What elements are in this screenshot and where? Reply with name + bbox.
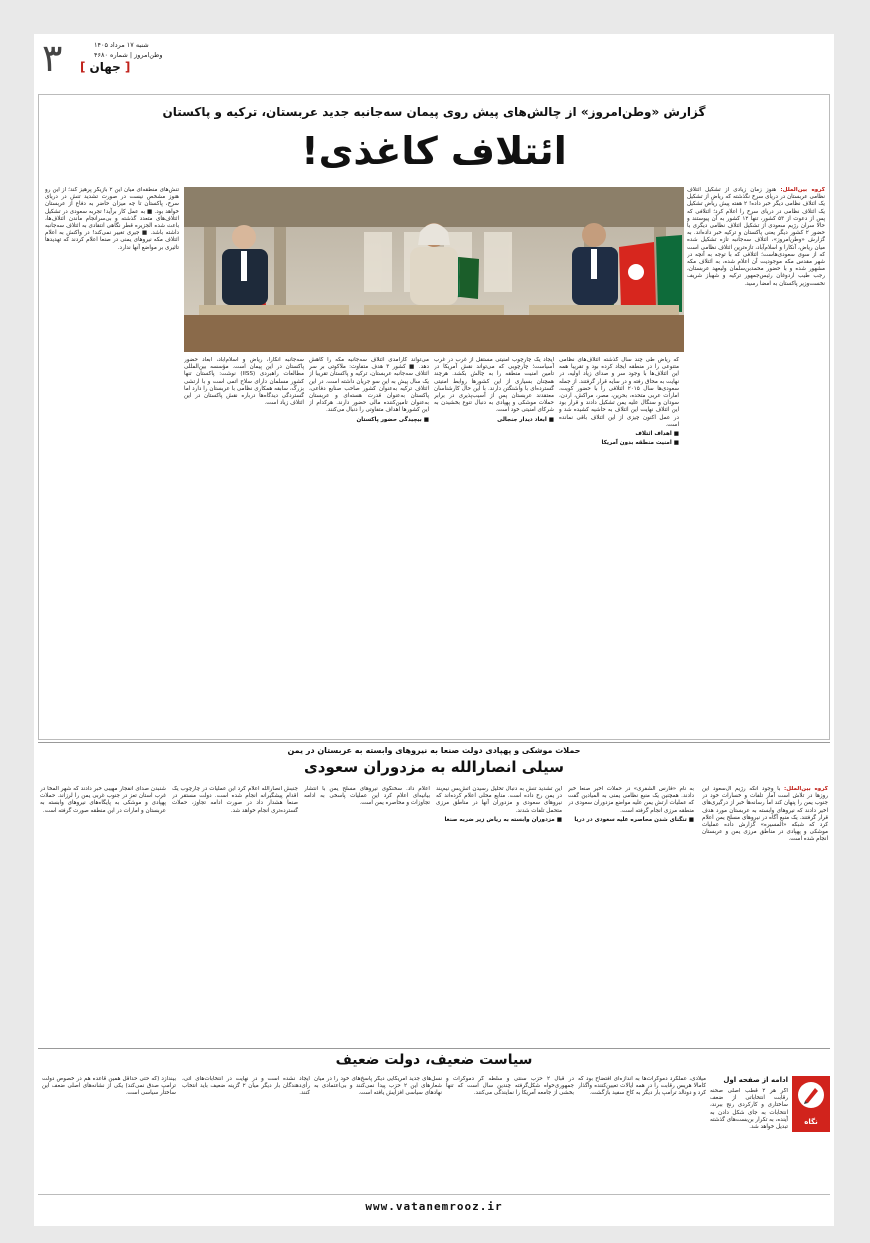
bracket-left: [ (80, 60, 86, 74)
footer-url[interactable] (38, 1194, 830, 1218)
second-intro-label: گروه بین‌الملل: (784, 786, 828, 792)
newspaper-page (34, 34, 834, 1226)
opinion-text (710, 1088, 788, 1188)
opinion-label: نگاه (804, 1118, 818, 1126)
lead-photo (184, 187, 684, 352)
second-column-2 (568, 786, 694, 1036)
lead-column-5 (184, 357, 304, 732)
third-article (38, 1052, 830, 1192)
lead-column-4 (309, 357, 429, 732)
lead-kicker: گزارش «وطن‌امروز» از چالش‌های پیش روی پیمان سه‌جانبه جدید عربستان، ترکیه و پاکستان (162, 105, 706, 119)
second-column-3 (436, 786, 562, 1036)
second-headline: سیلی انصارالله به مزدوران سعودی (304, 758, 564, 776)
website-link[interactable]: www.vatanemrooz.ir (365, 1200, 503, 1213)
lead-column-4-text: می‌تواند کارآمدی ائتلاف سه‌جانبه مکه را کاهش دهد. ■ کشور ۳ هدف متفاوت: ملاکوتی بر سر ائتلاف سه‌جانبه عربستان، ترکیه و پاکستان تقریبا از یک سال پیش به این سو جریان داشته است. در این ائتلاف ترکیه به‌عنوان کشور صاحب صنایع دفاعی، پاکستان به‌عنوان قدرت هسته‌ای و عربستان به‌عنوان تامین‌کننده مالی حضور دارند. هرکدام از این کشورها اهداف متفاوتی را دنبال می‌کنند. (309, 357, 429, 414)
lead-column-3-text: ایجاد یک چارچوب امنیتی مستقل از غرب در غرب آسیاست؛ چارچوبی که می‌تواند نقش آمریکا در تامین امنیت منطقه را به چالش بکشد. هرچند همچنان بسیاری از این کشورها روابط امنیتی گسترده‌ای با واشنگتن دارند. با این حال کارشناسان معتقدند عربستان پس از آسیب‌پذیری در برابر حملات موشکی و پهپادی به دنبال تنوع بخشیدن به شرکای امنیتی خود است. (434, 357, 554, 414)
lead-article (38, 94, 830, 740)
page-header (34, 34, 834, 82)
divider-rule (38, 742, 830, 743)
lead-subhead-3: ■ امنیت منطقه بدون آمریکا (601, 440, 679, 447)
second-kicker: حملات موشکی و پهپادی دولت صنعا به نیروهای وابسته به عربستان در یمن (287, 746, 581, 755)
third-column-4-text: نسل‌های جدید آمریکایی دیگر پاسخ‌های خود را در میان شعارهای این ۲ حزب پیدا نمی‌کنند و بی‌اعتمادی به نهادهای سیاسی افزایش یافته است. (314, 1076, 442, 1097)
second-subhead-1: ■ تنگنای شدن محاصره علیه سعودی در دریا (574, 816, 694, 823)
divider-rule (38, 1048, 830, 1049)
opinion-box (710, 1076, 830, 1192)
opinion-badge (792, 1076, 830, 1132)
third-column-3-text: در قبال ۲ حزب سنتی و سلطه گر دموکرات و جمهوری‌خواه شکل‌گرفته چندین سال است که تنها بخشی از جامعه آمریکا را نمایندگی می‌کنند. (446, 1076, 574, 1097)
lead-subhead-1: ■ اهداف ائتلاف (635, 431, 679, 438)
lead-column-1-text: هنوز زمان زیادی از تشکیل ائتلاف نظامی عربستان در دریای سرخ نگذشته که ریاض از تشکیل یک ائتلاف نظامی دیگر خبر داده! ۲ هفته پیش ریاض تشکیل یک ائتلاف نظامی در دریای سرخ را اعلام کرد؛ ائتلافی که پس از دعوت از ۵۳ کشور، تنها ۱۲ کشور به آن پیوستند و حالا سران رژیم سعودی از تشکیل ائتلاف نظامی دیگری با حضور ۲ کشور دیگر یعنی پاکستان و ترکیه خبر داده‌اند. به گزارش «وطن‌امروز»، ائتلاف سه‌جانبه تازه تشکیل شده میان ریاض، آنکارا و اسلام‌آباد، تازه‌ترین ائتلاف نظامی است که از سوی سعودی‌هاست؛ ائتلافی که با توجه به آنچه در شهر مقدس مکه موجودیت آن اعلام شده، به ائتلاف مکه مشهور شده و با حضور محمدبن‌سلمان ولیعهد عربستان، رجب طیب اردوغان رئیس‌جمهور ترکیه و شهباز شریف نخست‌وزیر پاکستان به امضا رسید. (687, 187, 825, 287)
lead-headline: ائتلاف کاغذی! (301, 129, 567, 173)
lead-intro-label: گروه بین‌الملل: (780, 187, 825, 193)
second-subhead-2: ■ مزدوران وابسته به ریاض زیر ضربه صنعا (444, 816, 562, 823)
bracket-right: ] (124, 60, 131, 74)
second-column-4 (304, 786, 430, 1036)
lead-subhead-2: ■ ابعاد دیدار جنجالی (497, 416, 554, 423)
third-column-6 (42, 1076, 176, 1188)
second-column-5 (172, 786, 298, 1036)
lead-column-6-text: تنش‌های منطقه‌ای میان این ۲ بازیگر پرهیز کند؛ از این رو هنوز مشخص نیست در صورت تشدید تنش در دریای سرخ، پاکستان تا چه میزان حاضر به دفاع از عربستان خواهد بود. ■ به عمل کار برآید! تجربه سعودی در تشکیل ائتلاف‌های متعدد گذشته و بی‌سرانجام ماندن ائتلاف‌ها، باعث شده الجزیره قطر نگاهی انتقادی به ائتلاف سه‌جانبه داشته باشد. ■ جیری تغییر نمی‌کند! در واکنش به اعلام ائتلاف مکه نیروهای یمنی در صنعا اعلام کردند که تهدیدها تاثیری بر مواضع آنها ندارد. (45, 187, 179, 251)
third-column-6-text: بیندازد (که حتی حداقل همین قاعده هم در خصوص دولت ترامپ صدق نمی‌کند) یکی از نشانه‌های اصلی ضعف این ساختار سیاسی است. (42, 1076, 176, 1097)
third-column-3 (446, 1076, 574, 1188)
lead-column-2 (559, 357, 679, 732)
second-column-3-text: این تشدید تنش به دنبال تحلیل رسیدن آتش‌بس نیم‌بند در یمن رخ داده است. منابع محلی اعلام کرده‌اند که نیروهای سعودی و مزدوران آنها در مناطق مرزی متحمل تلفات شدند. (436, 786, 562, 814)
second-column-1 (702, 786, 828, 1036)
pen-icon (798, 1082, 824, 1108)
date-line: شنبه ۱۷ مرداد ۱۴۰۵ (94, 41, 149, 49)
second-column-6 (40, 786, 166, 1036)
third-column-5-text: ایجاد نشده است و در نهایت در انتخابات‌های آتی، رأی‌دهندگان بار دیگر میان ۲ گزینه ضعیف باید انتخاب کنند. (182, 1076, 310, 1097)
opinion-text-body: اگر هر ۲ قطب اصلی صحنه رقابت انتخاباتی از ضعف ساختاری و کارکردی رنج ببرند، انتخابات به جای شکل دادن به آینده، به تکرار بن‌بست‌های گذشته تبدیل خواهد شد. (710, 1088, 788, 1131)
lead-column-1 (687, 187, 825, 732)
lead-column-3 (434, 357, 554, 732)
signing-ceremony-image (184, 187, 684, 352)
second-column-2-text: به نام «فارس الشفری» در حملات اخیر صنعا خبر دادند. همچنین یک منبع نظامی یمنی به المیادین گفت که عملیات ارتش یمن علیه مواضع مزدوران سعودی در منطقه مرزی انجام گرفته است. (568, 786, 694, 814)
second-column-6-text: شنبدن صدای انفجار مهیبی خبر دادند که شهر المخا در غرب استان تعز در جنوب غربی یمن را لرزاند. حملات پهپادی و موشکی به پایگاه‌های نیروهای وابسته به عربستان و امارات در این منطقه صورت گرفته است. (40, 786, 166, 814)
third-column-2-text: میلادی، عملکرد دموکرات‌ها به اندازه‌ای افتضاح بود که کامالا هریس رقابت را در همه ایالات تعیین‌کننده واگذار کرد و دونالد ترامپ بار دیگر به کاخ سفید بازگشت. (578, 1076, 706, 1097)
issue-meta (94, 40, 163, 60)
opinion-title: ادامه از صفحه اول (723, 1076, 788, 1084)
lead-column-6 (45, 187, 179, 732)
lead-subhead-4: ■ بیچیدگی حضور پاکستان (356, 416, 429, 423)
second-article (38, 746, 830, 1046)
second-column-4-text: اعلام داد. سخنگوی نیروهای مسلح یمن با انتشار بیانیه‌ای اعلام کرد این عملیات پاسخی به ادامه تجاوزات و محاصره یمن است. (304, 786, 430, 807)
second-column-5-text: جنبش انصارالله اعلام کرد این عملیات در چارچوب یک اقدام پیشگیرانه انجام شده است. دولت مستقر در صنعا هشدار داد در صورت ادامه تجاوز، حملات گسترده‌تری انجام خواهد شد. (172, 786, 298, 814)
third-column-2 (578, 1076, 706, 1188)
third-headline: سیاست ضعیف، دولت ضعیف (335, 1052, 533, 1068)
section-label (76, 60, 134, 74)
third-column-5 (182, 1076, 310, 1188)
page-number: ۳ (42, 36, 63, 80)
lead-column-5-text: سه‌جانبه آنکارا، ریاض و اسلام‌آباد، ابعاد حضور پاکستان در این پیمان است. مؤسسه بین‌المللی مطالعات راهبردی (IISS) نوشت: پاکستان تنها کشور مسلمان دارای سلاح اتمی است و با ارتشی بزرگ، سابقه همکاری نظامی با عربستان را دارد اما گستردگی دیدگاه‌ها درباره نقش پاکستان در این ائتلاف زیاد است. (184, 357, 304, 407)
third-column-4 (314, 1076, 442, 1188)
lead-column-2-text: که ریاض طی چند سال گذشته ائتلاف‌های نظامی متنوعی را در منطقه ایجاد کرده بود و تقریبا همه این ائتلاف‌ها با وجود سر و صدای زیاد اولیه، در نهایت به محاق رفته و در سایه قرار گرفتند. از جمله سعودی‌ها سال ۲۰۱۵ ائتلافی را با حضور کویت، امارات عربی متحده، بحرین، مصر، مراکش، اردن، سودان و سنگال علیه یمن تشکیل دادند و قرار بود این ائتلاف نهایت این ائتلاف به حاشیه کشیده شد و در عمل اکنون چیزی از این ائتلاف باقی نمانده است. (559, 357, 679, 428)
issue-line: وطن‌امروز | شماره ۴۶۸۰ (94, 51, 163, 59)
section-name: جهان (89, 60, 121, 74)
second-column-1-text: با وجود آنکه رژیم آل‌سعود این روزها در تلاش است آمار تلفات و خسارات خود در جنوب یمن را پنهان کند اما رسانه‌ها خبر از درگیری‌های اخیر دادند که نیروهای وابسته به عربستان مورد هدف قرار گرفتند. یک منبع آگاه در نیروهای مسلح یمن اعلام کرد که شبکه «المسیره» گزارش داده عملیات موشکی و پهپادی در مناطق مرزی یمن و عربستان انجام شده است. (702, 786, 828, 843)
